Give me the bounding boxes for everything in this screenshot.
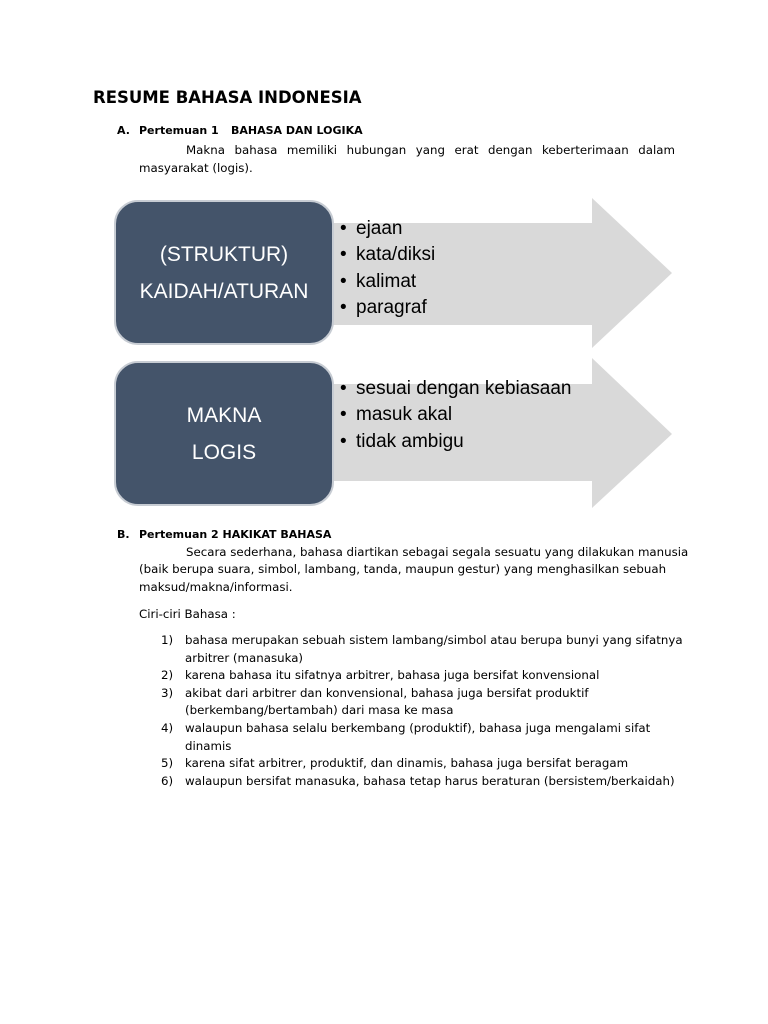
list-item-line: walaupun bahasa selalu berkembang (produktif), bahasa juga mengalami sifat — [185, 720, 651, 735]
ciri-label: Ciri-ciri Bahasa : — [139, 607, 236, 621]
bullet-item: • tidak ambigu — [340, 429, 572, 455]
diagram-row-makna — [114, 358, 674, 510]
list-item — [161, 667, 701, 685]
list-item-line: akibat dari arbitrer dan konvensional, bahasa juga bersifat produktif — [185, 685, 589, 700]
list-number: 2) — [161, 668, 174, 683]
section-b-line: (baik berupa suara, simbol, lambang, tanda, maupun gestur) yang menghasilkan sebuah — [139, 562, 667, 577]
document-title: RESUME BAHASA INDONESIA — [93, 88, 362, 107]
section-b-heading — [117, 528, 517, 542]
list-item-line: arbitrer (manasuka) — [185, 650, 304, 665]
list-item — [161, 755, 701, 773]
list-item-line: bahasa merupakan sebuah sistem lambang/simbol atau berupa bunyi yang sifatnya — [185, 633, 683, 647]
section-b-paragraph — [139, 544, 699, 596]
list-number: 3) — [161, 685, 174, 700]
bullet-item: • masuk akal — [340, 402, 572, 428]
section-a-line: Makna bahasa memiliki hubungan yang erat dengan keberterimaan dalam — [186, 143, 675, 157]
bullet-list-makna — [340, 376, 572, 455]
box-makna — [114, 361, 334, 506]
list-item — [161, 685, 701, 720]
section-a-paragraph — [139, 141, 675, 177]
box-line: LOGIS — [191, 440, 257, 464]
section-a-title: Pertemuan 1 — [139, 124, 219, 137]
bullet-item: • kalimat — [340, 269, 435, 295]
diagram-row-struktur — [114, 198, 674, 348]
section-a-letter: A. — [117, 124, 130, 137]
section-a-line: masyarakat (logis). — [139, 161, 253, 175]
section-a-heading — [117, 124, 517, 138]
list-number: 5) — [161, 756, 174, 771]
bullet-list-struktur — [340, 216, 435, 321]
list-number: 4) — [161, 720, 174, 735]
list-item-line: karena sifat arbitrer, produktif, dan dinamis, bahasa juga bersifat beragam — [185, 756, 629, 771]
box-line: MAKNA — [186, 403, 262, 427]
list-item-line: karena bahasa itu sifatnya arbitrer, bahasa juga bersifat konvensional — [185, 668, 600, 683]
list-item-line: walaupun bersifat manasuka, bahasa tetap harus beraturan (bersistem/berkaidah) — [185, 773, 675, 788]
list-item — [161, 632, 701, 667]
list-item — [161, 720, 701, 755]
list-number: 1) — [161, 633, 174, 647]
section-a-subtitle: BAHASA DAN LOGIKA — [231, 124, 363, 137]
list-item-line: dinamis — [185, 738, 232, 753]
box-line: (STRUKTUR) — [159, 242, 289, 266]
list-item — [161, 773, 701, 791]
box-struktur — [114, 200, 334, 345]
bullet-item: • kata/diksi — [340, 242, 435, 268]
ciri-list — [161, 632, 701, 790]
bullet-item: • sesuai dengan kebiasaan — [340, 376, 572, 402]
section-b-line: maksud/makna/informasi. — [139, 579, 293, 594]
bullet-item: • paragraf — [340, 295, 435, 321]
section-b-letter: B. — [117, 528, 130, 541]
bullet-item: • ejaan — [340, 216, 435, 242]
section-b-line: Secara sederhana, bahasa diartikan sebagai segala sesuatu yang dilakukan manusia — [186, 545, 689, 559]
list-number: 6) — [161, 773, 174, 788]
list-item-line: (berkembang/bertambah) dari masa ke masa — [185, 703, 454, 718]
box-line: KAIDAH/ATURAN — [139, 279, 309, 303]
section-b-title: Pertemuan 2 HAKIKAT BAHASA — [139, 528, 332, 541]
